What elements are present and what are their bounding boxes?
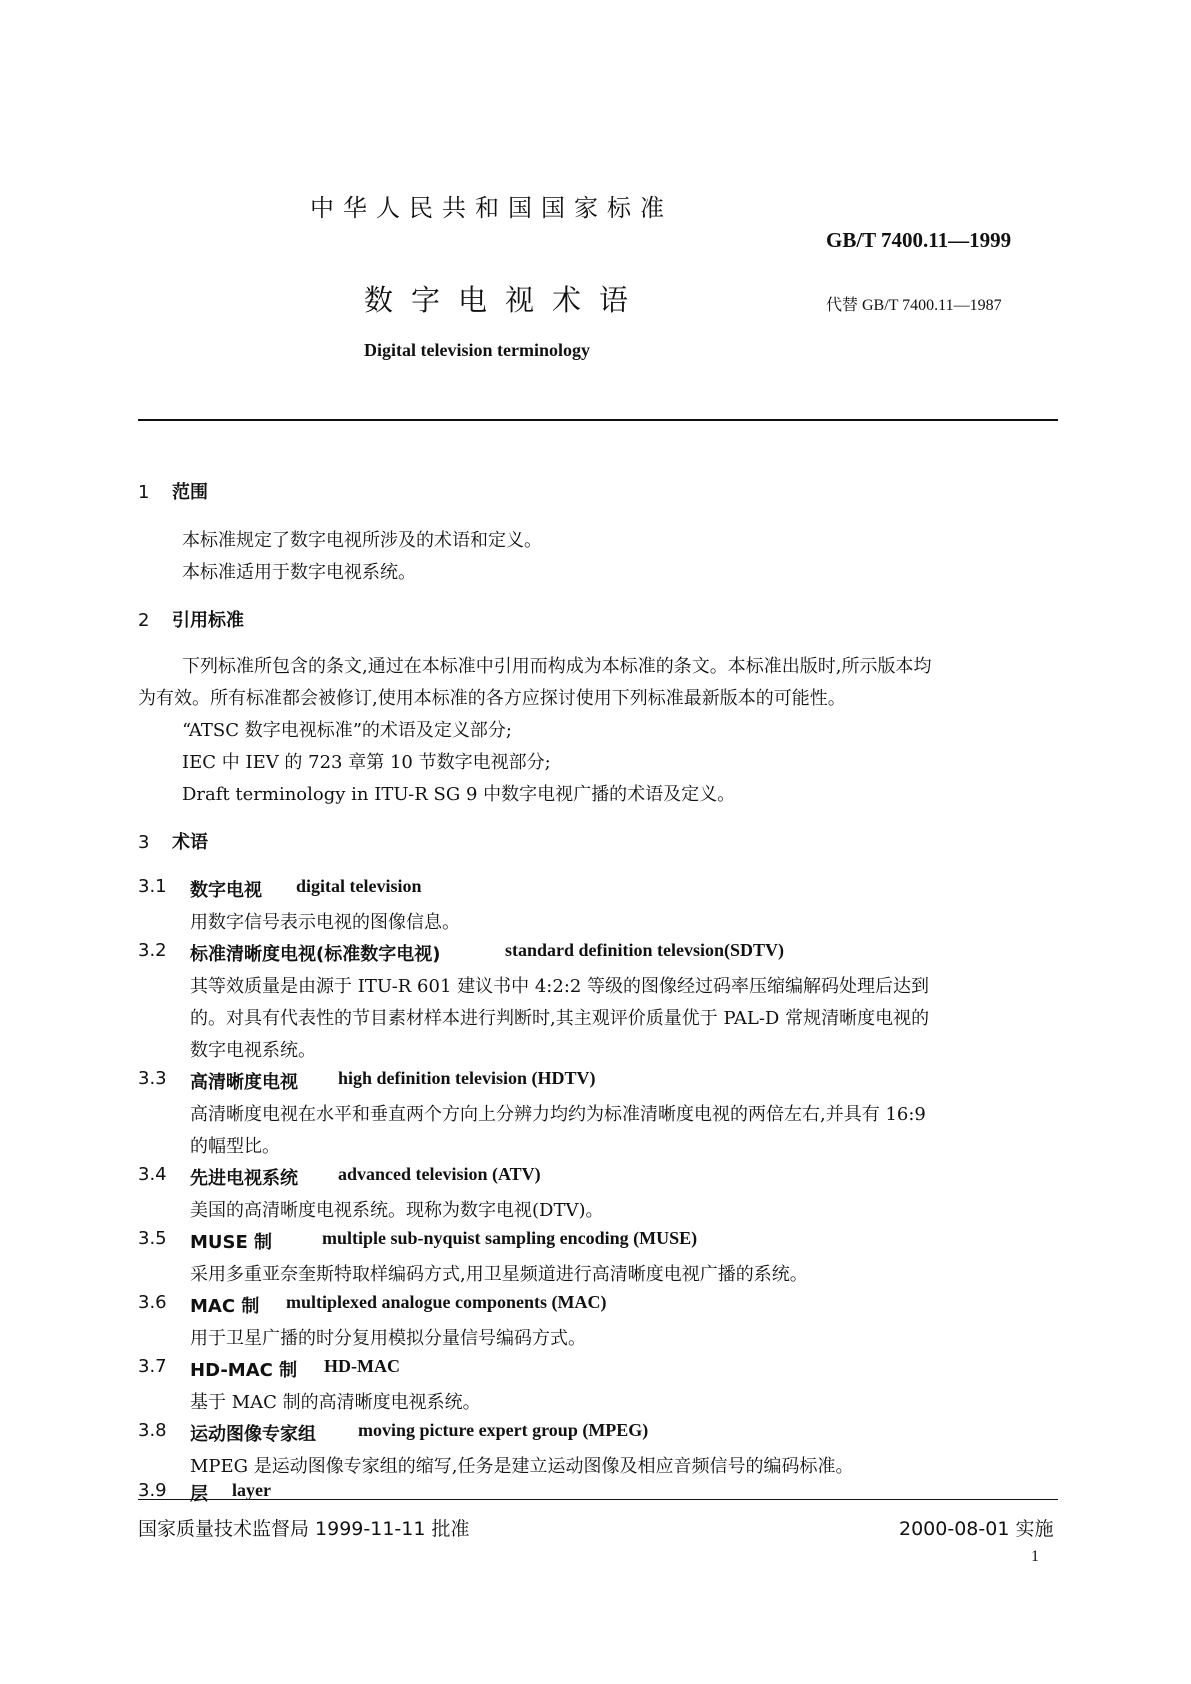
term-definition: 用数字信号表示电视的图像信息。 (190, 912, 460, 933)
approval-date: 国家质量技术监督局 1999-11-11 批准 (138, 1518, 470, 1540)
term-number: 3.3 (138, 1068, 167, 1089)
document-title-cn: 数字电视术语 (364, 283, 647, 317)
term-cn: 运动图像专家组 (190, 1424, 316, 1445)
term-definition: MPEG 是运动图像专家组的缩写,任务是建立运动图像及相应音频信号的编码标准。 (190, 1456, 854, 1477)
paragraph: 本标准适用于数字电视系统。 (182, 562, 416, 583)
section-title: 引用标准 (172, 610, 244, 631)
header-divider (138, 419, 1058, 421)
paragraph: 为有效。所有标准都会被修订,使用本标准的各方应探讨使用下列标准最新版本的可能性。 (138, 688, 846, 709)
standard-number: GB/T 7400.11—1999 (826, 228, 1012, 252)
reference-item: IEC 中 IEV 的 723 章第 10 节数字电视部分; (182, 752, 551, 773)
term-number: 3.8 (138, 1420, 167, 1441)
term-cn: HD-MAC 制 (190, 1360, 298, 1381)
page-number: 1 (1031, 1548, 1039, 1565)
term-en: digital television (296, 876, 422, 896)
document-title-en: Digital television terminology (364, 340, 590, 360)
term-definition: 的幅型比。 (190, 1136, 280, 1157)
footer-divider (138, 1499, 1058, 1500)
term-en: moving picture expert group (MPEG) (358, 1420, 649, 1440)
term-en: multiplexed analogue components (MAC) (286, 1292, 607, 1312)
term-definition: 其等效质量是由源于 ITU-R 601 建议书中 4:2:2 等级的图像经过码率压缩编解码处理后达到 (190, 976, 930, 997)
term-definition: 数字电视系统。 (190, 1040, 316, 1061)
effective-date: 2000-08-01 实施 (899, 1518, 1054, 1540)
section-number: 2 (138, 610, 150, 631)
term-number: 3.2 (138, 940, 167, 961)
reference-item: “ATSC 数字电视标准”的术语及定义部分; (182, 720, 512, 741)
term-en: high definition television (HDTV) (338, 1068, 596, 1088)
term-cn: 标准清晰度电视(标准数字电视) (190, 944, 441, 965)
term-number: 3.9 (138, 1480, 167, 1501)
term-en: multiple sub-nyquist sampling encoding (MUSE) (322, 1228, 698, 1248)
term-en: advanced television (ATV) (338, 1164, 541, 1184)
term-definition: 高清晰度电视在水平和垂直两个方向上分辨力均约为标准清晰度电视的两倍左右,并具有 16:9 (190, 1104, 926, 1125)
term-cn: 层 (190, 1484, 208, 1505)
section-title: 范围 (172, 482, 208, 503)
term-en: HD-MAC (324, 1356, 400, 1376)
section-2-heading (138, 606, 244, 632)
term-definition: 用于卫星广播的时分复用模拟分量信号编码方式。 (190, 1328, 586, 1349)
term-definition: 美国的高清晰度电视系统。现称为数字电视(DTV)。 (190, 1200, 604, 1221)
section-3-heading (138, 828, 208, 854)
paragraph: 下列标准所包含的条文,通过在本标准中引用而构成为本标准的条文。本标准出版时,所示版本均 (182, 656, 932, 677)
term-cn: 高清晰度电视 (190, 1072, 298, 1093)
term-definition: 采用多重亚奈奎斯特取样编码方式,用卫星频道进行高清晰度电视广播的系统。 (190, 1264, 808, 1285)
term-cn: 先进电视系统 (190, 1168, 298, 1189)
term-definition: 的。对具有代表性的节目素材样本进行判断时,其主观评价质量优于 PAL-D 常规清晰度电视的 (190, 1008, 930, 1029)
term-number: 3.5 (138, 1228, 167, 1249)
term-en: standard definition televsion(SDTV) (505, 940, 785, 960)
term-en: layer (232, 1480, 271, 1500)
term-cn: MUSE 制 (190, 1232, 273, 1253)
national-standard-title: 中华人民共和国国家标准 (310, 194, 673, 222)
reference-item: Draft terminology in ITU-R SG 9 中数字电视广播的术语及定义。 (182, 784, 736, 805)
term-definition: 基于 MAC 制的高清晰度电视系统。 (190, 1392, 481, 1413)
paragraph: 本标准规定了数字电视所涉及的术语和定义。 (182, 530, 542, 551)
section-number: 1 (138, 482, 150, 503)
term-number: 3.1 (138, 876, 167, 897)
section-number: 3 (138, 832, 150, 853)
section-1-heading (138, 478, 208, 504)
section-title: 术语 (172, 832, 208, 853)
term-cn: MAC 制 (190, 1296, 260, 1317)
term-number: 3.4 (138, 1164, 167, 1185)
term-number: 3.6 (138, 1292, 167, 1313)
replaces-standard: 代替 GB/T 7400.11—1987 (826, 297, 1002, 314)
term-cn: 数字电视 (190, 880, 262, 901)
term-number: 3.7 (138, 1356, 167, 1377)
